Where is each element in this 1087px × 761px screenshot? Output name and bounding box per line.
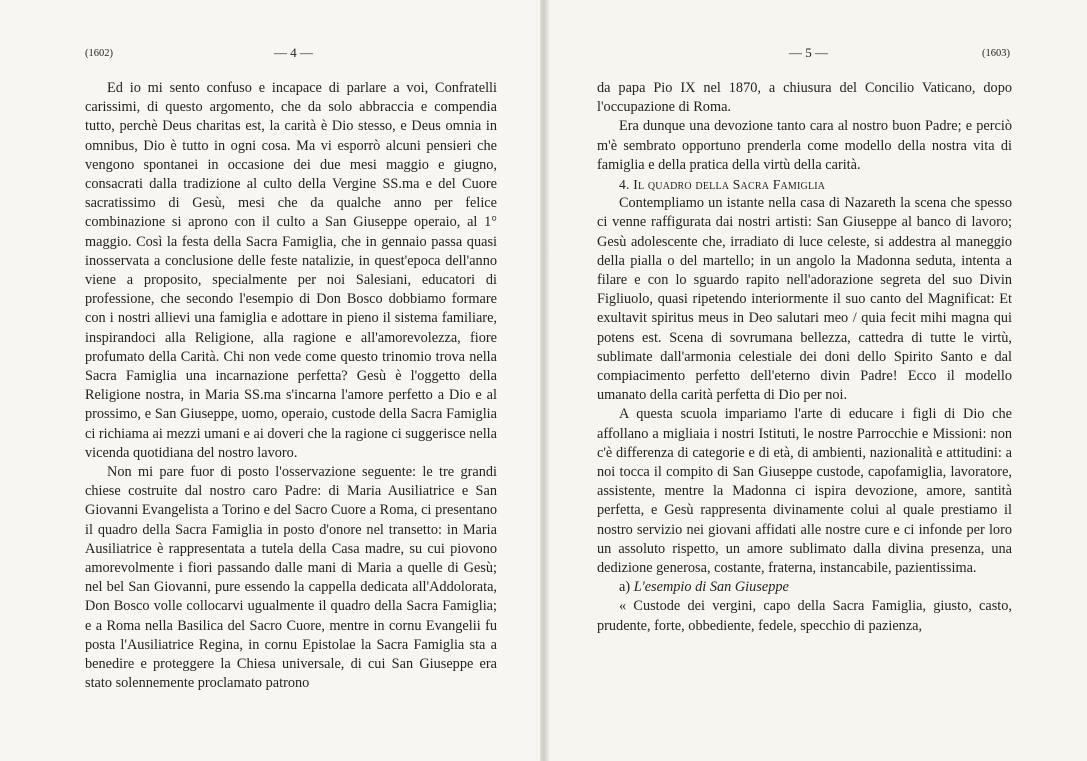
subsection-heading	[597, 578, 1012, 597]
section-heading	[597, 175, 1012, 194]
paragraph: Era dunque una devozione tanto cara al nostro buon Padre; e perciò m'è sembrato opportuno prenderla come modello della nostra vita di famiglia e della pratica della virtù della carità.	[597, 118, 1012, 173]
right-page	[549, 0, 1087, 761]
section-number: 4.	[619, 177, 630, 193]
left-page	[0, 0, 540, 761]
section-title: Il quadro della Sacra Famiglia	[633, 177, 826, 193]
page-number: — 5 —	[789, 45, 828, 60]
right-page-body	[597, 79, 1012, 636]
paragraph: Non mi pare fuor di posto l'osservazione seguente: le tre grandi chiese costruite dal nostro caro Padre: di Maria Ausiliatrice e San Giovanni Evangelista a Torino e del Sacro Cuore a Roma, ci presentano il quadro della Sacra Famiglia in posto d'onore nel transetto: in Maria Ausiliatrice è rappresentata a tutela della Casa madre, su cui piovono amorevolmente i fiori passando dalle mani di Maria a quelle di Gesù; nel bel San Giovanni, pure essendo la cappella dedicata all'Addolorata, Don Bosco volle collocarvi ugualmente il quadro della Sacra Famiglia; e a Roma nella Basilica del Sacro Cuore, mentre in cornu Evangelii fu posta l'Ausiliatrice Regina, in cornu Epistolae la Sacra Famiglia sta a benedire e proteggere la Chiesa universale, di cui San Giuseppe era stato solennemente proclamato patrono	[85, 464, 497, 692]
paragraph: Contempliamo un istante nella casa di Nazareth la scena che spesso ci venne raffigurata dai nostri artisti: San Giuseppe al banco di lavoro; Gesù adolescente che, irradiato di luce celeste, si addestra al maneggio della pialla o del martello; in un angolo la Madonna seduta, intenta a filare e con lo sguardo rapito nell'adorazione segreta del suo Divin Figliuolo, quasi ripetendo interiormente il suo canto del Magnificat: Et exultavit spiritus meus in Deo salutari meo / quia fecit mihi magna qui potens est. Scena di sovrumana bellezza, cattedra di tutte le virtù, sublimate dall'armonia celestiale dei doni dello Spirito Santo e dal compiacimento perfetto dell'eterno divin Padre! Ecco il modello umanato della carità perfetta di Dio per noi.	[597, 195, 1012, 404]
subsection-title: L'esempio di San Giuseppe	[633, 579, 789, 596]
paragraph: da papa Pio IX nel 1870, a chiusura del Concilio Vaticano, dopo l'occupazione di Roma.	[597, 80, 1012, 116]
subsection-letter: a)	[619, 579, 631, 596]
book-gutter	[540, 0, 549, 761]
paragraph: Ed io mi sento confuso e incapace di parlare a voi, Confratelli carissimi, di questo argomento, che da solo abbraccia e compendia tutto, perchè Deus charitas est, la carità è Dio stesso, e Deus omnia in omnibus, Dio è tutto in ogni cosa. Ma vi esporrò alcuni pensieri che vengono spontanei in occasione dei due mesi maggio e giugno, consacrati dalla tradizione al culto della Vergine SS.ma e del Cuore sacratissimo di Gesù, mesi che da qualche anno per felice combinazione si aprono con il culto a San Giuseppe operaio, al 1° maggio. Così la festa della Sacra Famiglia, che in gennaio passa quasi inosservata a conclusione delle feste natalizie, in quest'epoca dell'anno viene a proposito, specialmente per noi Salesiani, educatori di professione, che secondo l'esempio di Don Bosco dobbiamo formare con i nostri allievi una famiglia e adottare in pieno il sistema familiare, inspirandoci alla Religione, alla ragione e all'amorevolezza, fiore profumato della Carità. Chi non vede come questo trinomio trova nella Sacra Famiglia una incarnazione perfetta? Gesù è l'oggetto della Religione nostra, in Maria SS.ma s'incarna l'amore perfetto a Dio e al prossimo, e San Giuseppe, uomo, operaio, custode della Sacra Famiglia ci richiama ai mezzi umani e ai doveri che la ragione ci suggerisce nella vicenda quotidiana del nostro lavoro.	[85, 80, 497, 461]
left-page-body	[85, 79, 497, 694]
page-header-number: (1603)	[982, 48, 1010, 59]
page-number: — 4 —	[274, 45, 313, 60]
paragraph: « Custode dei vergini, capo della Sacra Famiglia, giusto, casto, prudente, forte, obbediente, fedele, specchio di pazienza,	[597, 598, 1012, 634]
page-header-number: (1602)	[85, 48, 113, 59]
paragraph: A questa scuola impariamo l'arte di educare i figli di Dio che affollano a migliaia i nostri Istituti, le nostre Parrocchie e Missioni: non c'è differenza di categorie e di età, di ambienti, nazionalità e attitudini: a noi tocca il compito di San Giuseppe custode, capofamiglia, lavoratore, assistente, mentre la Madonna ci ispira devozione, amore, santità perfetta, e Gesù rappresenta divinamente colui al quale prestiamo il nostro servizio nei giovani affidati alle nostre cure e ci infonde per loro un assoluto rispetto, un amore sublimato dalla divina presenza, una dedizione generosa, costante, fraterna, instancabile, pazientissima.	[597, 406, 1012, 577]
